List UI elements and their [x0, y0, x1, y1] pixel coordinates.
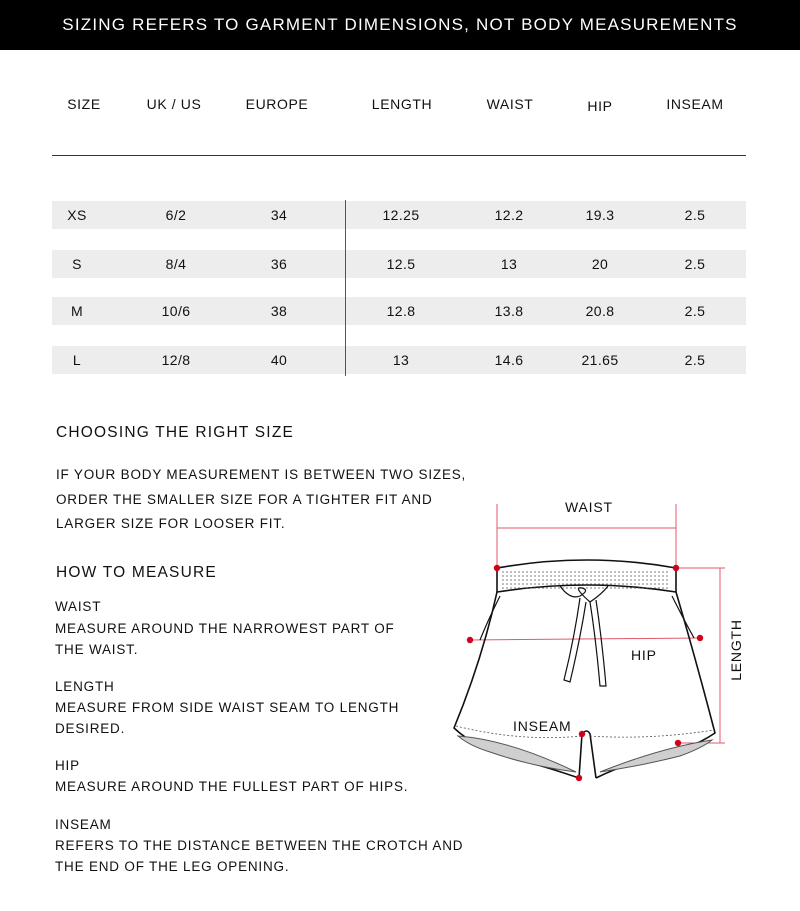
cell-uk-us: 6/2 — [165, 207, 187, 223]
cell-waist: 14.6 — [494, 352, 524, 368]
cell-uk-us: 12/8 — [161, 352, 191, 368]
cell-waist: 13 — [500, 256, 518, 272]
label-inseam: INSEAM — [513, 718, 572, 734]
cell-inseam: 2.5 — [684, 303, 706, 319]
cell-europe: 36 — [270, 256, 288, 272]
right-hem-stitch — [590, 730, 714, 737]
term-waist: WAIST — [55, 599, 102, 614]
header-divider — [52, 155, 746, 156]
table-row — [52, 346, 746, 374]
cell-hip: 19.3 — [585, 207, 615, 223]
cell-europe: 34 — [270, 207, 288, 223]
desc-line: MEASURE AROUND THE NARROWEST PART OF — [55, 621, 395, 636]
desc-inseam — [55, 835, 463, 877]
label-hip: HIP — [631, 647, 657, 663]
choosing-heading: CHOOSING THE RIGHT SIZE — [56, 424, 295, 441]
cell-hip: 21.65 — [581, 352, 619, 368]
cell-inseam: 2.5 — [684, 352, 706, 368]
marker-waist-right — [673, 565, 679, 571]
desc-line: DESIRED. — [55, 721, 126, 736]
col-header-size: SIZE — [67, 96, 101, 112]
shorts-diagram — [440, 490, 800, 790]
cell-size: S — [72, 256, 82, 272]
table-row — [52, 250, 746, 278]
cell-waist: 12.2 — [494, 207, 524, 223]
col-header-inseam: INSEAM — [666, 96, 724, 112]
choosing-line: IF YOUR BODY MEASUREMENT IS BETWEEN TWO SIZES, — [56, 467, 467, 482]
col-header-europe: EUROPE — [245, 96, 309, 112]
label-length: LENGTH — [727, 619, 744, 681]
cell-hip: 20 — [591, 256, 609, 272]
desc-hip — [55, 776, 408, 797]
cell-inseam: 2.5 — [684, 207, 706, 223]
cell-size: M — [70, 303, 84, 319]
left-leg-opening — [458, 736, 576, 772]
cell-hip: 20.8 — [585, 303, 615, 319]
cell-europe: 38 — [270, 303, 288, 319]
desc-line: MEASURE FROM SIDE WAIST SEAM TO LENGTH — [55, 700, 400, 715]
table-row — [52, 297, 746, 325]
col-header-length: LENGTH — [371, 96, 433, 112]
cell-length: 12.5 — [386, 256, 416, 272]
term-length: LENGTH — [55, 679, 115, 694]
left-pocket — [480, 596, 500, 640]
term-hip: HIP — [55, 758, 80, 773]
cell-europe: 40 — [270, 352, 288, 368]
cell-uk-us: 10/6 — [161, 303, 191, 319]
label-waist: WAIST — [565, 499, 613, 515]
marker-crotch — [579, 731, 585, 737]
cell-size: L — [72, 352, 82, 368]
how-to-heading: HOW TO MEASURE — [56, 564, 217, 581]
desc-length — [55, 697, 399, 739]
cell-length: 12.8 — [386, 303, 416, 319]
choosing-text — [56, 463, 466, 537]
cell-length: 13 — [392, 352, 410, 368]
desc-line: MEASURE AROUND THE FULLEST PART OF HIPS. — [55, 779, 409, 794]
marker-hip-right — [697, 635, 703, 641]
col-header-hip: HIP — [587, 98, 613, 114]
cell-length: 12.25 — [382, 207, 420, 223]
term-inseam: INSEAM — [55, 817, 112, 832]
col-header-waist: WAIST — [486, 96, 534, 112]
desc-line: REFERS TO THE DISTANCE BETWEEN THE CROTCH AND — [55, 838, 464, 853]
choosing-line: LARGER SIZE FOR LOOSER FIT. — [56, 516, 286, 531]
right-leg-opening — [600, 740, 712, 772]
desc-line: THE WAIST. — [55, 642, 139, 657]
desc-line: THE END OF THE LEG OPENING. — [55, 859, 290, 874]
marker-hem — [675, 740, 681, 746]
cell-inseam: 2.5 — [684, 256, 706, 272]
drawstring — [560, 586, 608, 686]
cell-uk-us: 8/4 — [165, 256, 187, 272]
marker-inseam-end — [576, 775, 582, 781]
cell-waist: 13.8 — [494, 303, 524, 319]
col-header-uk-us: UK / US — [146, 96, 202, 112]
choosing-line: ORDER THE SMALLER SIZE FOR A TIGHTER FIT AND — [56, 491, 433, 507]
desc-waist — [55, 618, 395, 660]
marker-hip-left — [467, 637, 473, 643]
shorts-illustration — [440, 490, 800, 790]
page-banner — [0, 0, 800, 50]
cell-size: XS — [67, 207, 87, 223]
right-pocket — [672, 596, 694, 638]
marker-waist-left — [494, 565, 500, 571]
column-divider — [345, 200, 346, 376]
table-row — [52, 201, 746, 229]
banner-text: SIZING REFERS TO GARMENT DIMENSIONS, NOT BODY MEASUREMENTS — [62, 15, 738, 34]
